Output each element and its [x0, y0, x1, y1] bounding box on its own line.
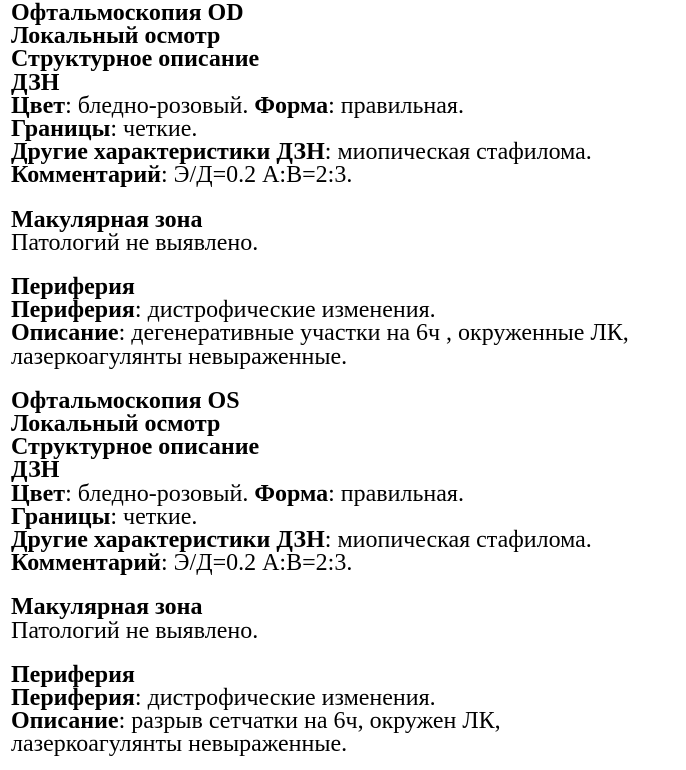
os-dzn-other-value: : миопическая стафилома.: [324, 527, 592, 554]
os-dzn-heading: ДЗН: [11, 457, 60, 484]
os-dzn-comment-label: Комментарий: [11, 550, 162, 577]
od-report-section: [11, 2, 680, 369]
os-dzn-other-label: Другие характеристики ДЗН: [11, 527, 325, 554]
od-dzn-shape-label: Форма: [254, 92, 329, 119]
od-dzn-other-value: : миопическая стафилома.: [324, 139, 592, 166]
od-dzn-color-shape-line: [11, 92, 680, 119]
od-periphery-description-line2: лазеркоагулянты невыраженные.: [11, 343, 348, 370]
od-dzn-color-value: : бледно-розовый.: [65, 92, 255, 119]
od-periphery-description-value: : дегенеративные участки на 6ч , окруженные ЛК,: [118, 320, 629, 347]
od-periphery-description-label: Описание: [11, 320, 119, 347]
os-periphery-state-line: [11, 687, 680, 710]
od-structural-description-heading: Структурное описание: [11, 46, 260, 73]
od-periphery-state-value: : дистрофические изменения.: [134, 297, 436, 324]
od-periphery-state-line: [11, 299, 680, 322]
od-dzn-comment-value: : Э/Д=0.2 А:В=2:3.: [161, 162, 353, 189]
od-dzn-heading: ДЗН: [11, 69, 60, 96]
os-periphery-description-line2: лазеркоагулянты невыраженные.: [11, 731, 348, 758]
os-periphery-description-line: [11, 710, 680, 733]
os-periphery-heading: Периферия: [11, 661, 135, 688]
os-report-section: [11, 387, 680, 758]
od-dzn-comment-label: Комментарий: [11, 162, 162, 189]
os-dzn-color-label: Цвет: [11, 480, 66, 507]
od-periphery-state-label: Периферия: [11, 297, 135, 324]
od-macula-heading: Макулярная зона: [11, 206, 203, 233]
os-dzn-comment-value: : Э/Д=0.2 А:В=2:3.: [161, 550, 353, 577]
os-dzn-borders-line: [11, 503, 680, 530]
os-macula-block: [11, 596, 680, 642]
os-periphery-state-value: : дистрофические изменения.: [134, 685, 436, 712]
od-macula-block: [11, 206, 680, 256]
os-dzn-other-line: [11, 529, 680, 552]
os-dzn-color-value: : бледно-розовый.: [65, 480, 255, 507]
os-periphery-state-label: Периферия: [11, 685, 135, 712]
os-dzn-color-shape-line: [11, 480, 680, 507]
od-dzn-other-line: [11, 141, 680, 164]
os-macula-text: Патологий не выявлено.: [11, 617, 259, 644]
od-dzn-shape-value: : правильная.: [328, 92, 464, 119]
os-dzn-borders-value: : четкие.: [110, 503, 198, 530]
od-structural-block: [11, 2, 680, 188]
od-periphery-description-line: [11, 322, 680, 345]
os-periphery-description-value: : разрыв сетчатки на 6ч, окружен ЛК,: [118, 708, 501, 735]
os-local-exam-heading: Локальный осмотр: [11, 411, 221, 438]
os-dzn-borders-label: Границы: [11, 503, 111, 530]
od-local-exam-heading: Локальный осмотр: [11, 23, 221, 50]
od-macula-text: Патологий не выявлено.: [11, 229, 259, 256]
od-dzn-borders-line: [11, 118, 680, 141]
od-dzn-color-label: Цвет: [11, 92, 66, 119]
od-dzn-borders-value: : четкие.: [110, 116, 198, 143]
os-periphery-description-label: Описание: [11, 708, 119, 735]
os-dzn-comment-line: [11, 552, 680, 575]
os-periphery-block: [11, 661, 680, 758]
os-structural-description-heading: Структурное описание: [11, 434, 260, 461]
od-report-title: Офтальмоскопия OD: [11, 0, 244, 26]
od-dzn-borders-label: Границы: [11, 116, 111, 143]
od-dzn-comment-line: [11, 164, 680, 187]
os-structural-block: [11, 387, 680, 577]
od-dzn-other-label: Другие характеристики ДЗН: [11, 139, 325, 166]
od-periphery-block: [11, 276, 680, 369]
os-dzn-shape-label: Форма: [254, 480, 329, 507]
os-report-title: Офтальмоскопия OS: [11, 387, 240, 414]
os-dzn-shape-value: : правильная.: [328, 480, 464, 507]
od-periphery-heading: Периферия: [11, 274, 135, 301]
os-macula-heading: Макулярная зона: [11, 594, 203, 621]
